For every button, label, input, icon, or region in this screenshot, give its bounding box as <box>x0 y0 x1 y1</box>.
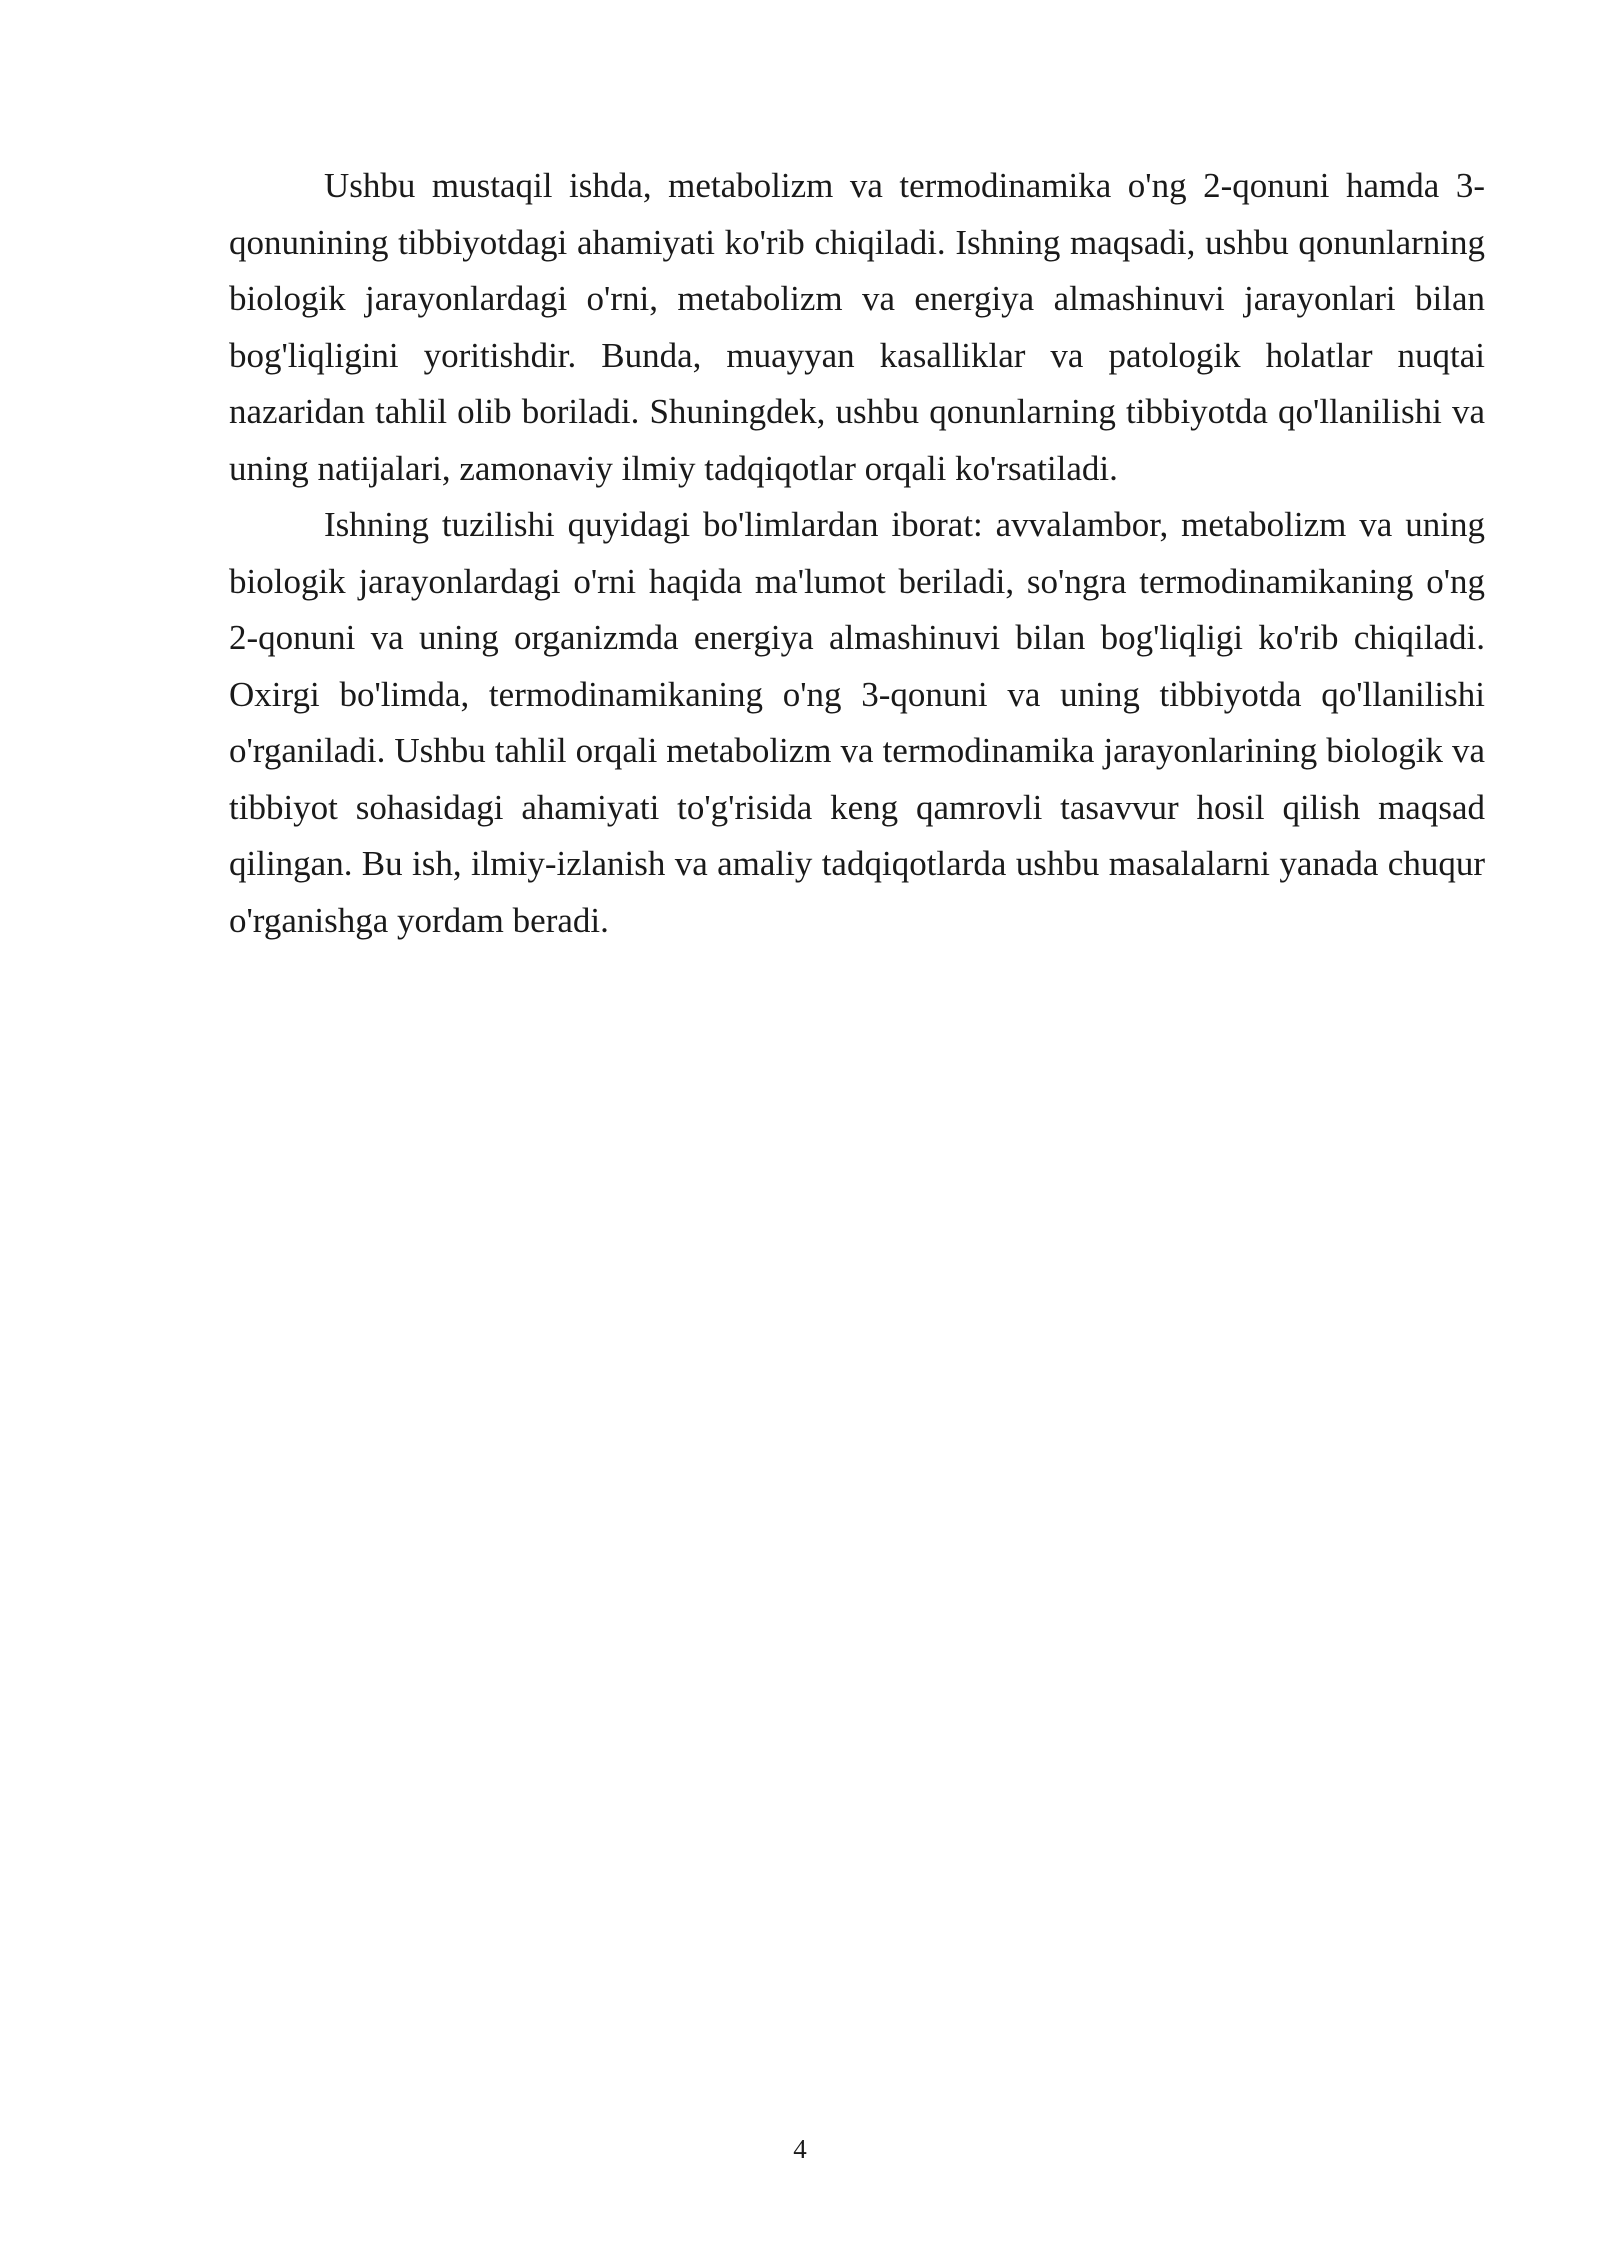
paragraph-intro: Ushbu mustaqil ishda, metabolizm va termodinamika o'ng 2-qonuni hamda 3-qonunining tibbiyotdagi ahamiyati ko'rib chiqiladi. Ishning maqsadi, ushbu qonunlarning biologik jarayonlardagi o'rni, metabolizm va energiya almashinuvi jarayonlari bilan bog'liqligini yoritishdir. Bunda, muayyan kasalliklar va patologik holatlar nuqtai nazaridan tahlil olib boriladi. Shuningdek, ushbu qonunlarning tibbiyotda qo'llanilishi va uning natijalari, zamonaviy ilmiy tadqiqotlar orqali ko'rsatiladi. <box>229 166 1485 488</box>
document-body <box>229 158 1485 949</box>
paragraph-structure: Ishning tuzilishi quyidagi bo'limlardan iborat: avvalambor, metabolizm va uning biologik jarayonlardagi o'rni haqida ma'lumot beriladi, so'ngra termodinamikaning o'ng 2-qonuni va uning organizmda energiya almashinuvi bilan bog'liqligi ko'rib chiqiladi. Oxirgi bo'limda, termodinamikaning o'ng 3-qonuni va uning tibbiyotda qo'llanilishi o'rganiladi. Ushbu tahlil orqali metabolizm va termodinamika jarayonlarining biologik va tibbiyot sohasidagi ahamiyati to'g'risida keng qamrovli tasavvur hosil qilish maqsad qilingan. Bu ish, ilmiy-izlanish va amaliy tadqiqotlarda ushbu masalalarni yanada chuqur o'rganishga yordam beradi. <box>229 505 1485 940</box>
page-number: 4 <box>793 2134 807 2164</box>
